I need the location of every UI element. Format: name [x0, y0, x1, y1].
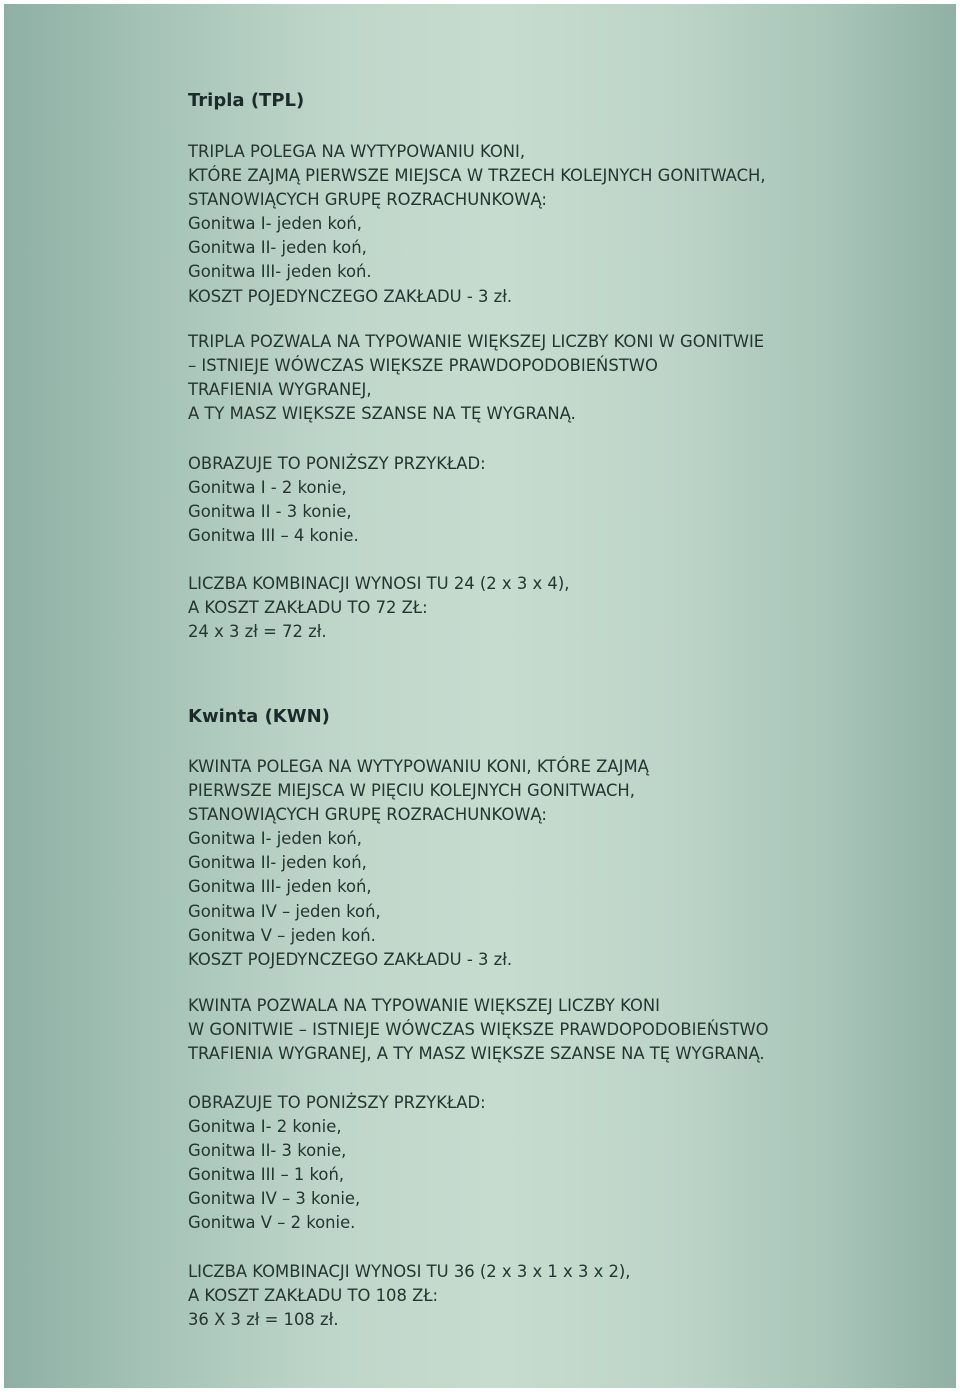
- text-line: Gonitwa II- 3 konie,: [188, 1141, 347, 1161]
- text-line: LICZBA KOMBINACJI WYNOSI TU 36 (2 x 3 x 1 x 3 x 2),: [188, 1262, 631, 1281]
- text-line: PIERWSZE MIEJSCA W PIĘCIU KOLEJNYCH GONITWACH,: [188, 781, 635, 801]
- text-line: OBRAZUJE TO PONIŻSZY PRZYKŁAD:: [188, 1093, 486, 1112]
- text-line: STANOWIĄCYCH GRUPĘ ROZRACHUNKOWĄ:: [188, 190, 547, 210]
- kwinta-rules: [188, 755, 649, 972]
- kwinta-calculation: [188, 1260, 631, 1332]
- text-line: TRIPLA POZWALA NA TYPOWANIE WIĘKSZEJ LICZBY KONI W GONITWIE: [188, 332, 765, 351]
- text-line: W GONITWIE – ISTNIEJE WÓWCZAS WIĘKSZE PRAWDOPODOBIEŃSTWO: [188, 1020, 769, 1040]
- tripla-example: [188, 452, 486, 548]
- kwinta-example: [188, 1091, 486, 1236]
- tripla-calculation: [188, 572, 569, 644]
- text-line: Gonitwa IV – 3 konie,: [188, 1189, 361, 1209]
- text-line: – ISTNIEJE WÓWCZAS WIĘKSZE PRAWDOPODOBIEŃSTWO: [188, 356, 658, 376]
- text-line: Gonitwa II- jeden koń,: [188, 853, 367, 873]
- kwinta-title: Kwinta (KWN): [188, 706, 330, 727]
- text-line: A KOSZT ZAKŁADU TO 108 ZŁ:: [188, 1286, 439, 1306]
- text-line: Gonitwa I- jeden koń,: [188, 829, 362, 849]
- text-line: A TY MASZ WIĘKSZE SZANSE NA TĘ WYGRANĄ.: [188, 404, 576, 424]
- text-line: TRAFIENIA WYGRANEJ,: [188, 380, 372, 400]
- text-line: Gonitwa II- jeden koń,: [188, 238, 367, 258]
- kwinta-advantage: [188, 994, 769, 1066]
- tripla-rules: [188, 140, 766, 309]
- text-line: STANOWIĄCYCH GRUPĘ ROZRACHUNKOWĄ:: [188, 805, 547, 825]
- text-line: TRIPLA POLEGA NA WYTYPOWANIU KONI,: [188, 142, 526, 161]
- text-line: 36 X 3 zł = 108 zł.: [188, 1310, 339, 1330]
- text-line: 24 x 3 zł = 72 zł.: [188, 622, 327, 642]
- text-line: TRAFIENIA WYGRANEJ, A TY MASZ WIĘKSZE SZANSE NA TĘ WYGRANĄ.: [188, 1044, 765, 1064]
- text-line: KWINTA POZWALA NA TYPOWANIE WIĘKSZEJ LICZBY KONI: [188, 996, 661, 1015]
- text-line: Gonitwa I - 2 konie,: [188, 478, 347, 498]
- text-line: KWINTA POLEGA NA WYTYPOWANIU KONI, KTÓRE ZAJMĄ: [188, 757, 649, 776]
- text-line: Gonitwa I- 2 konie,: [188, 1117, 342, 1137]
- text-line: Gonitwa III- jeden koń.: [188, 262, 372, 282]
- text-line: KOSZT POJEDYNCZEGO ZAKŁADU - 3 zł.: [188, 286, 513, 306]
- page-background: [4, 4, 956, 1388]
- tripla-advantage: [188, 330, 764, 426]
- text-line: LICZBA KOMBINACJI WYNOSI TU 24 (2 x 3 x 4),: [188, 574, 570, 593]
- text-line: Gonitwa V – 2 konie.: [188, 1213, 356, 1233]
- text-line: OBRAZUJE TO PONIŻSZY PRZYKŁAD:: [188, 454, 486, 473]
- text-line: Gonitwa II - 3 konie,: [188, 502, 352, 522]
- tripla-title: Tripla (TPL): [188, 90, 305, 111]
- text-line: Gonitwa IV – jeden koń,: [188, 901, 381, 921]
- text-line: A KOSZT ZAKŁADU TO 72 ZŁ:: [188, 598, 428, 618]
- text-line: Gonitwa III – 1 koń,: [188, 1165, 345, 1185]
- text-line: KOSZT POJEDYNCZEGO ZAKŁADU - 3 zł.: [188, 949, 513, 969]
- text-line: Gonitwa V – jeden koń.: [188, 925, 376, 945]
- text-line: Gonitwa III – 4 konie.: [188, 526, 359, 546]
- text-line: KTÓRE ZAJMĄ PIERWSZE MIEJSCA W TRZECH KOLEJNYCH GONITWACH,: [188, 166, 766, 186]
- text-line: Gonitwa III- jeden koń,: [188, 877, 372, 897]
- text-line: Gonitwa I- jeden koń,: [188, 214, 362, 234]
